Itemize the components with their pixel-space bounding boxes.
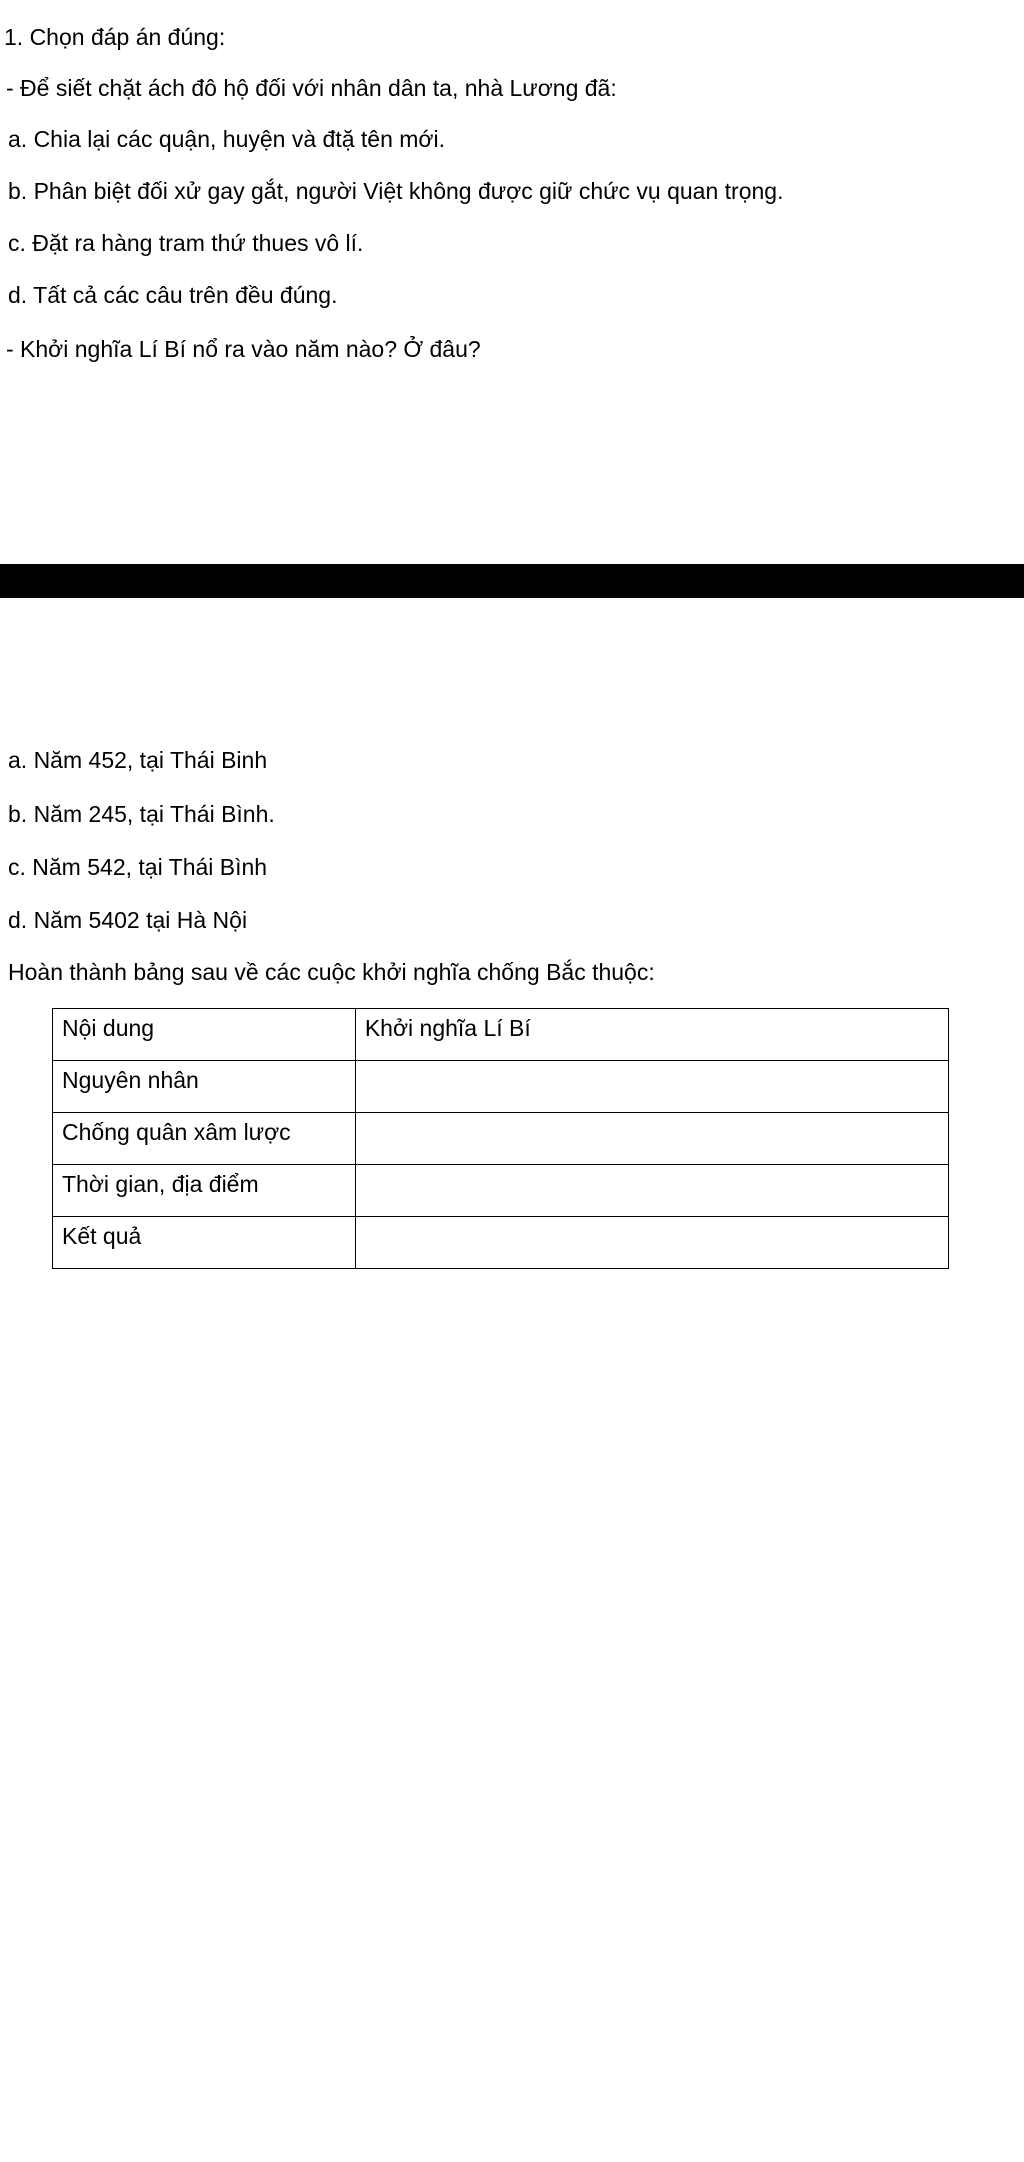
question-1a-prompt: - Để siết chặt ách đô hộ đối với nhân dân ta, nhà Lương đã: xyxy=(6,75,617,101)
table-row xyxy=(53,1113,949,1165)
question-1a-option-c: c. Đặt ra hàng tram thứ thues vô lí. xyxy=(8,230,364,256)
table-row-label: Kết quả xyxy=(53,1217,356,1269)
table-answer-cell[interactable] xyxy=(355,1061,948,1113)
question-1b-prompt: - Khởi nghĩa Lí Bí nổ ra vào năm nào? Ở đâu? xyxy=(6,336,481,362)
uprising-table xyxy=(52,1008,949,1269)
table-header-cell: Nội dung xyxy=(53,1009,356,1061)
table-header-row xyxy=(53,1009,949,1061)
table-answer-cell[interactable] xyxy=(355,1165,948,1217)
table-row-label: Nguyên nhân xyxy=(53,1061,356,1113)
question-1a-option-a: a. Chia lại các quận, huyện và đtặ tên mới. xyxy=(8,126,445,152)
table-instruction: Hoàn thành bảng sau về các cuộc khởi nghĩa chống Bắc thuộc: xyxy=(8,959,655,985)
question-1b-option-c: c. Năm 542, tại Thái Bình xyxy=(8,854,268,880)
table-row xyxy=(53,1061,949,1113)
table-header-cell: Khởi nghĩa Lí Bí xyxy=(355,1009,948,1061)
table-row-label: Chống quân xâm lược xyxy=(53,1113,356,1165)
question-1a-option-d: d. Tất cả các câu trên đều đúng. xyxy=(8,282,338,308)
table-answer-cell[interactable] xyxy=(355,1113,948,1165)
table-answer-cell[interactable] xyxy=(355,1217,948,1269)
question-1b-option-a: a. Năm 452, tại Thái Binh xyxy=(8,747,268,773)
question-1-title: 1. Chọn đáp án đúng: xyxy=(4,24,226,50)
question-1b-option-d: d. Năm 5402 tại Hà Nội xyxy=(8,907,248,933)
table-row xyxy=(53,1165,949,1217)
question-1b-option-b: b. Năm 245, tại Thái Bình. xyxy=(8,801,275,827)
table-row-label: Thời gian, địa điểm xyxy=(53,1165,356,1217)
page-break-band xyxy=(0,564,1024,598)
question-1a-option-b: b. Phân biệt đối xử gay gắt, người Việt không được giữ chức vụ quan trọng. xyxy=(8,178,784,204)
table-row xyxy=(53,1217,949,1269)
